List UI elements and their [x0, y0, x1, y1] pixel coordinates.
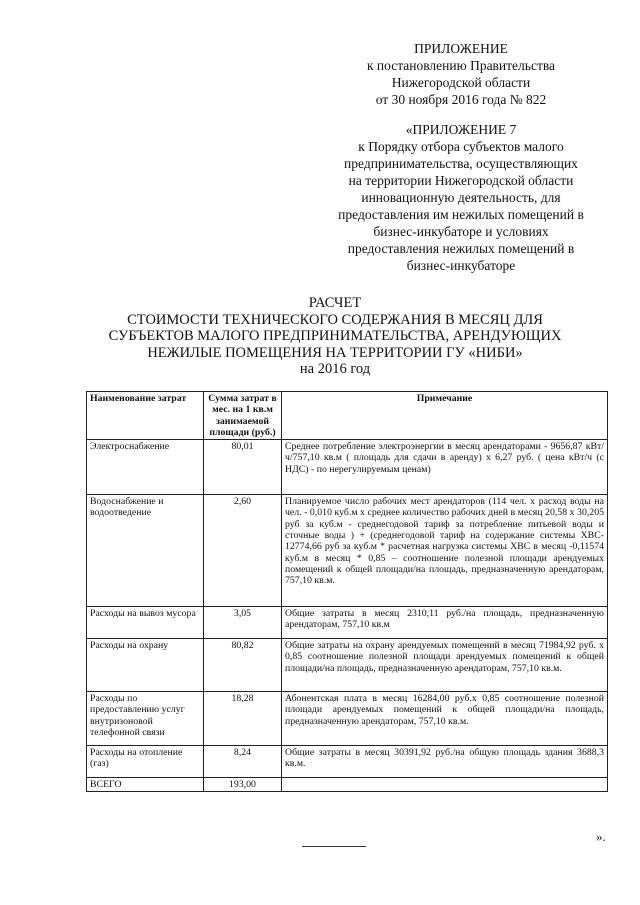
appendix-seven-line: «ПРИЛОЖЕНИЕ 7: [405, 122, 517, 137]
cost-sum-cell: 80,82: [204, 639, 282, 692]
title-line: РАСЧЕТ: [308, 295, 362, 311]
appendix-header-line: Нижегородской области: [391, 75, 531, 90]
cost-note-cell: Общие затраты в месяц 30391,92 руб./на общую площадь здания 3688,3 кв.м.: [282, 746, 608, 778]
cost-sum-cell: 18,28: [204, 692, 282, 746]
cost-name-cell: Электроснабжение: [87, 440, 204, 495]
cost-name-cell: Расходы на отопление (газ): [87, 746, 204, 778]
appendix-seven-line: предоставления им нежилых помещений в: [338, 207, 584, 222]
total-label-cell: ВСЕГО: [87, 778, 204, 792]
appendix-seven-line: на территории Нижегородской области: [348, 173, 574, 188]
appendix-header-line: к постановлению Правительства: [366, 58, 556, 73]
cost-name-cell: Расходы на охрану: [87, 639, 204, 692]
appendix-seven-line: инновационную деятельность, для: [361, 190, 561, 205]
appendix-header-line: от 30 ноября 2016 года № 822: [375, 92, 547, 107]
closing-quote: ».: [596, 829, 606, 844]
table-row: [87, 639, 608, 692]
cost-note-cell: Общие затраты в месяц 2310,11 руб./на площадь, предназначенную арендаторам, 757,10 кв.м: [282, 607, 608, 639]
header-note: Примечание: [282, 392, 608, 440]
cost-name-cell: Расходы на вывоз мусора: [87, 607, 204, 639]
title-line: СУБЪЕКТОВ МАЛОГО ПРЕДПРИНИМАТЕЛЬСТВА, АРЕНДУЮЩИХ: [108, 328, 562, 344]
total-note-cell: [282, 778, 608, 792]
appendix-seven-line: бизнес-инкубаторе: [406, 258, 516, 273]
cost-sum-cell: 3,05: [204, 607, 282, 639]
title-line: НЕЖИЛЫЕ ПОМЕЩЕНИЯ НА ТЕРРИТОРИИ ГУ «НИБИ»: [147, 344, 523, 361]
table-row: [87, 607, 608, 639]
title-line: на 2016 год: [299, 361, 371, 377]
cost-sum-cell: 80,01: [204, 440, 282, 495]
cost-note-cell: Общие затраты на охрану арендуемых помещений в месяц 71984,92 руб. х 0,85 соотношение полезной площади арендуемых помещений к общей площади/на площадь, предназначенную арендаторам, 757,10 кв.м.: [282, 639, 608, 692]
appendix-seven-line: к Порядку отбора субъектов малого: [358, 139, 564, 154]
table-row: [87, 746, 608, 778]
appendix-seven-header: [325, 121, 597, 274]
appendix-header: [325, 40, 597, 108]
cost-name-cell: Расходы по предоставлению услуг внутризоновой телефонной связи: [87, 692, 204, 746]
appendix-header-line: ПРИЛОЖЕНИЕ: [414, 41, 508, 56]
appendix-seven-line: бизнес-инкубаторе и условиях: [373, 224, 549, 239]
cost-sum-cell: 2,60: [204, 495, 282, 607]
table-row: [87, 495, 608, 607]
cost-name-cell: Водоснабжение и водоотведение: [87, 495, 204, 607]
cost-sum-cell: 8,24: [204, 746, 282, 778]
cost-table: [86, 391, 608, 792]
header-cost-sum: Сумма затрат в мес. на 1 кв.м занимаемой площади (руб.): [204, 392, 282, 440]
table-header-row: [87, 392, 608, 440]
appendix-seven-line: предоставления нежилых помещений в: [347, 241, 575, 256]
table-row: [87, 692, 608, 746]
title-line: СТОИМОСТИ ТЕХНИЧЕСКОГО СОДЕРЖАНИЯ В МЕСЯЦ ДЛЯ: [127, 311, 543, 328]
cost-note-cell: Среднее потребление электроэнергии в месяц арендаторами - 9656,87 кВт/ч/757,10 кв.м ( площадь для сдачи в аренду) х 6,27 руб. ( цена кВт/ч (с НДС) - по нерегулируемым ценам): [282, 440, 608, 495]
total-sum-cell: 193,00: [204, 778, 282, 792]
document-title: [60, 295, 610, 378]
table-row: [87, 440, 608, 495]
table-total-row: [87, 778, 608, 792]
cost-note-cell: Планируемое число рабочих мест арендаторов (114 чел. х расход воды на чел. - 0,010 куб.м х среднее количество рабочих дней в месяц 20,58 х 30,205 руб за куб.м - среднегодовой тариф за потребление питьевой воды и сточные воды ) + (среднегодовой тариф на содержание системы ХВС- 12774,66 руб за куб.м * расчетная нагрузка системы ХВС в месяц -0,11574 куб.м в месяц * 0,85 – соотношение полезной площади арендуемых помещений к общей площади/на площадь, предназначенную арендаторам, 757,10 кв.м.: [282, 495, 608, 607]
header-cost-name: Наименование затрат: [87, 392, 204, 440]
cost-note-cell: Абонентская плата в месяц 16284,00 руб.х 0,85 соотношение полезной площади арендуемых помещений к общей площади/на площадь, предназначенную арендаторам, 757,10 кв.м.: [282, 692, 608, 746]
appendix-seven-line: предпринимательства, осуществляющих: [344, 156, 578, 171]
footer-divider: [302, 846, 366, 847]
